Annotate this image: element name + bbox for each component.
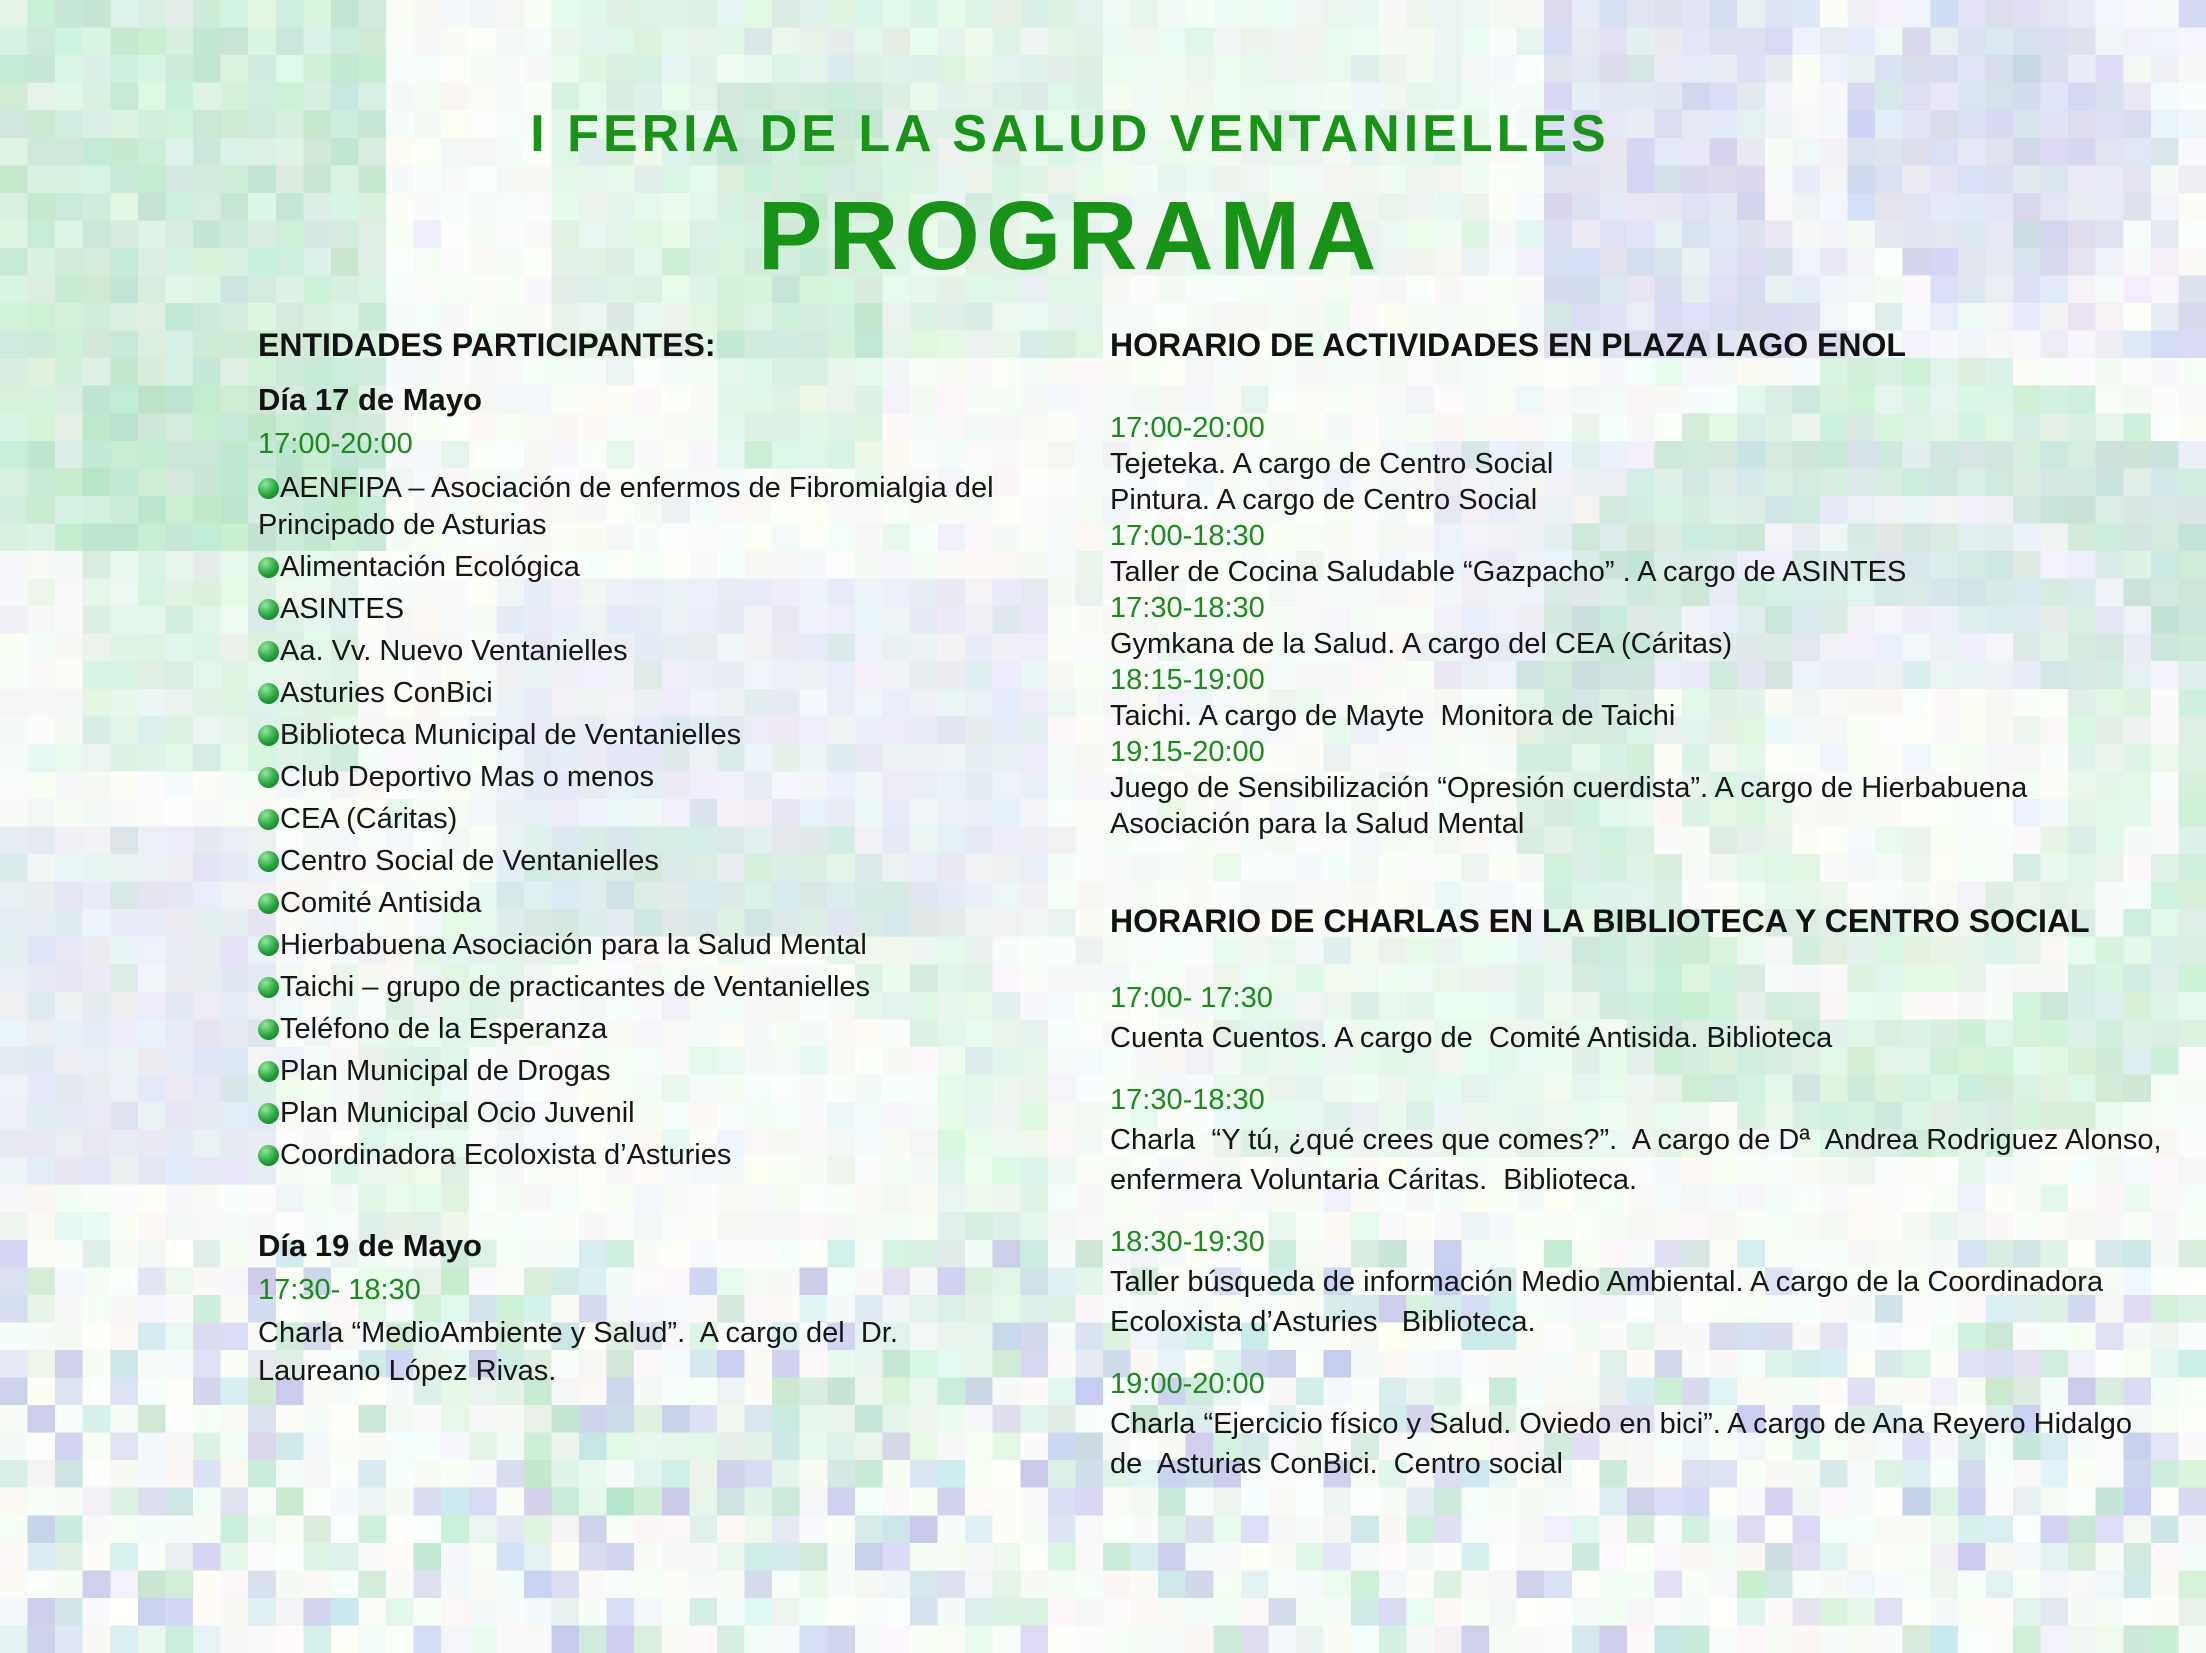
bullet-sphere-icon bbox=[258, 767, 279, 788]
charlas-schedule bbox=[1110, 978, 2170, 1484]
header bbox=[0, 0, 2140, 292]
activities-schedule bbox=[1110, 410, 2170, 842]
day-19-description: Charla “MedioAmbiente y Salud”. A cargo del Dr. Laureano López Rivas. bbox=[258, 1317, 906, 1387]
page-title: I FERIA DE LA SALUD VENTANIELLES bbox=[530, 105, 1610, 163]
bullet-sphere-icon bbox=[258, 809, 279, 830]
entity-label: Taichi – grupo de practicantes de Ventanielles bbox=[280, 971, 871, 1003]
time-label: 19:15-20:00 bbox=[1110, 736, 1265, 768]
entity-item bbox=[258, 591, 1058, 628]
entity-item bbox=[258, 717, 1058, 754]
bullet-sphere-icon bbox=[258, 599, 279, 620]
bullet-sphere-icon bbox=[258, 557, 279, 578]
day-17-title: Día 17 de Mayo bbox=[258, 382, 482, 417]
entity-label: Plan Municipal de Drogas bbox=[280, 1055, 611, 1087]
bullet-sphere-icon bbox=[258, 935, 279, 956]
entity-label: AENFIPA – Asociación de enfermos de Fibromialgia del Principado de Asturias bbox=[258, 472, 1002, 541]
time-label: 17:30-18:30 bbox=[1110, 592, 1265, 624]
schedule-item bbox=[1110, 518, 2170, 590]
time-label: 19:00-20:00 bbox=[1110, 1368, 1265, 1400]
bullet-sphere-icon bbox=[258, 851, 279, 872]
entity-label: Club Deportivo Mas o menos bbox=[280, 761, 654, 793]
entity-label: Asturies ConBici bbox=[280, 677, 493, 709]
activity-text: Cuenta Cuentos. A cargo de Comité Antisida. Biblioteca bbox=[1110, 1022, 1833, 1054]
activity-text: Pintura. A cargo de Centro Social bbox=[1110, 484, 1538, 516]
schedule-item bbox=[1110, 1222, 2170, 1342]
entity-label: ASINTES bbox=[280, 593, 405, 625]
entity-label: Alimentación Ecológica bbox=[280, 551, 580, 583]
entity-item bbox=[258, 633, 1058, 670]
schedule-item bbox=[1110, 590, 2170, 662]
bullet-sphere-icon bbox=[258, 725, 279, 746]
entity-item bbox=[258, 801, 1058, 838]
entity-item bbox=[258, 470, 1058, 544]
activity-text: Tejeteka. A cargo de Centro Social bbox=[1110, 448, 1554, 480]
day-19-time: 17:30- 18:30 bbox=[258, 1274, 421, 1306]
entity-item bbox=[258, 969, 1058, 1006]
entity-label: Comité Antisida bbox=[280, 887, 482, 919]
schedule-item bbox=[1110, 734, 2170, 842]
entity-item bbox=[258, 675, 1058, 712]
bullet-sphere-icon bbox=[258, 683, 279, 704]
entity-item bbox=[258, 1137, 1058, 1174]
day-19-title: Día 19 de Mayo bbox=[258, 1228, 482, 1263]
time-label: 17:30-18:30 bbox=[1110, 1084, 1265, 1116]
entity-item bbox=[258, 885, 1058, 922]
time-label: 17:00-18:30 bbox=[1110, 520, 1265, 552]
time-label: 17:00- 17:30 bbox=[1110, 982, 1273, 1014]
time-label: 18:30-19:30 bbox=[1110, 1226, 1265, 1258]
activity-text: Taller búsqueda de información Medio Ambiental. A cargo de la Coordinadora Ecoloxista d’Asturies Biblioteca. bbox=[1110, 1266, 2112, 1338]
entity-item bbox=[258, 1011, 1058, 1048]
entities-section bbox=[258, 326, 1058, 1390]
day-17-time: 17:00-20:00 bbox=[258, 428, 413, 460]
entity-label: CEA (Cáritas) bbox=[280, 803, 458, 835]
page-subtitle: PROGRAMA bbox=[757, 181, 1383, 290]
activity-text: Charla “Ejercicio físico y Salud. Oviedo en bici”. A cargo de Ana Reyero Hidalgo de Asturias ConBici. Centro social bbox=[1110, 1408, 2141, 1480]
entity-item bbox=[258, 1095, 1058, 1132]
entity-item bbox=[258, 549, 1058, 586]
bullet-sphere-icon bbox=[258, 893, 279, 914]
bullet-sphere-icon bbox=[258, 1019, 279, 1040]
activity-text: Juego de Sensibilización “Opresión cuerdista”. A cargo de Hierbabuena Asociación para la Salud Mental bbox=[1110, 772, 2034, 840]
activity-text: Taller de Cocina Saludable “Gazpacho” . A cargo de ASINTES bbox=[1110, 556, 1907, 588]
bullet-sphere-icon bbox=[258, 1103, 279, 1124]
entity-item bbox=[258, 759, 1058, 796]
entity-label: Hierbabuena Asociación para la Salud Mental bbox=[280, 929, 867, 961]
activity-text: Gymkana de la Salud. A cargo del CEA (Cáritas) bbox=[1110, 628, 1733, 660]
schedule-section bbox=[1110, 326, 2170, 1484]
time-label: 17:00-20:00 bbox=[1110, 412, 1265, 444]
entities-list bbox=[258, 470, 1058, 1174]
entity-item bbox=[258, 843, 1058, 880]
entity-label: Coordinadora Ecoloxista d’Asturies bbox=[280, 1139, 732, 1171]
entity-label: Plan Municipal Ocio Juvenil bbox=[280, 1097, 635, 1129]
schedule-item bbox=[1110, 662, 2170, 734]
bullet-sphere-icon bbox=[258, 1061, 279, 1082]
bullet-sphere-icon bbox=[258, 977, 279, 998]
entity-item bbox=[258, 927, 1058, 964]
schedule-item bbox=[1110, 410, 2170, 518]
entity-item bbox=[258, 1053, 1058, 1090]
bullet-sphere-icon bbox=[258, 1145, 279, 1166]
entity-label: Centro Social de Ventanielles bbox=[280, 845, 659, 877]
schedule-item bbox=[1110, 1080, 2170, 1200]
schedule-item bbox=[1110, 978, 2170, 1058]
activity-text: Taichi. A cargo de Mayte Monitora de Taichi bbox=[1110, 700, 1676, 732]
time-label: 18:15-19:00 bbox=[1110, 664, 1265, 696]
charlas-heading: HORARIO DE CHARLAS EN LA BIBLIOTECA Y CENTRO SOCIAL bbox=[1110, 903, 2090, 939]
activities-heading: HORARIO DE ACTIVIDADES EN PLAZA LAGO ENOL bbox=[1110, 327, 1906, 363]
entity-label: Teléfono de la Esperanza bbox=[280, 1013, 608, 1045]
entity-label: Aa. Vv. Nuevo Ventanielles bbox=[280, 635, 628, 667]
bullet-sphere-icon bbox=[258, 478, 279, 499]
bullet-sphere-icon bbox=[258, 641, 279, 662]
activity-text: Charla “Y tú, ¿qué crees que comes?”. A cargo de Dª Andrea Rodriguez Alonso, enfermera Voluntaria Cáritas. Biblioteca. bbox=[1110, 1124, 2170, 1196]
schedule-item bbox=[1110, 1364, 2170, 1484]
entity-label: Biblioteca Municipal de Ventanielles bbox=[280, 719, 742, 751]
entities-heading: ENTIDADES PARTICIPANTES: bbox=[258, 327, 716, 363]
day-19-block bbox=[258, 1228, 1058, 1390]
